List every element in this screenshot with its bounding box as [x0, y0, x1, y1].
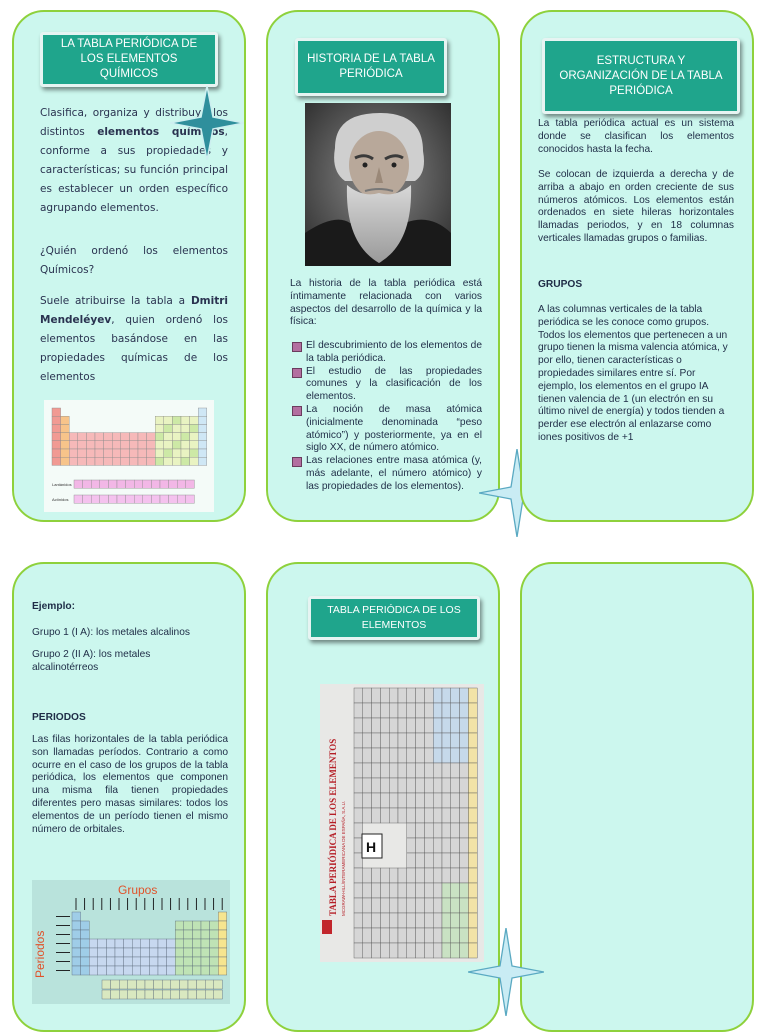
question-text: ¿Quién ordenó los elementos Químicos?: [40, 245, 228, 276]
history-bullet-list: [290, 340, 482, 494]
poster-title: TABLA PERIÓDICA DE LOS ELEMENTOS: [328, 738, 338, 916]
panel-empty: [520, 562, 754, 1032]
panel-history: [266, 10, 500, 522]
example-heading: Ejemplo:: [32, 601, 76, 612]
square-bullet-icon: [292, 368, 302, 378]
groups-heading: GRUPOS: [538, 279, 583, 290]
structure-p1: La tabla periódica actual es un sistema donde se clasifican los elementos conocidos hasta la fecha.: [538, 118, 734, 155]
groups-paragraph: A las columnas verticales de la tabla periódica se les conoce como grupos. Todos los elementos que pertenecen a un grupo tienen la misma valencia atómica, y por ello, tienen características o propiedades similares entre sí. Por ejemplo, los elementos en el grupo IA tienen valencia de 1 (un electrón en su último nivel de energía) y todos tienden a perder ese electrón al enlazarse como iones positivos de +1: [538, 304, 728, 443]
mini-periodic-table-image: [44, 400, 214, 512]
structure-p2: Se colocan de izquierda a derecha y de arriba a abajo en orden creciente de sus números atómicos. Los elementos están ordenados en siete hileras horizontales llamadas periodos, y en 18 columnas verticales llamadas grupos o familias.: [538, 169, 734, 244]
periods-heading: PERIODOS: [32, 712, 86, 723]
star-decoration-icon: [468, 928, 544, 1016]
groups-periods-image: [32, 880, 230, 1004]
panel-intro-title: LA TABLA PERIÓDICA DE LOS ELEMENTOS QUÍMICOS: [40, 32, 218, 87]
poster-symbol: H: [366, 839, 377, 855]
panel-table-title: TABLA PERIÓDICA DE LOS ELEMENTOS: [308, 596, 480, 640]
panel-periods: [12, 562, 246, 1032]
history-bullet-item: La noción de masa atómica (inicialmente denominada “peso atómico”) y posteriormente, ya en el siglo XX, de número atómico.: [290, 404, 482, 455]
star-decoration-icon: [170, 86, 244, 160]
mendeleev-portrait-image: [305, 103, 451, 266]
history-bullet-item: Las relaciones entre masa atómica (y, más adelante, el número atómico) y las propiedades de los elementos).: [290, 455, 482, 493]
history-intro: La historia de la tabla periódica está íntimamente relacionada con varios aspectos del desarrollo de la química y la física:: [290, 278, 482, 328]
history-bullet-item: El descubrimiento de los elementos de la tabla periódica.: [290, 340, 482, 366]
periodic-table-poster-image: [320, 684, 484, 962]
intro-paragraph: Clasifica, organiza y distribuye los distintos elementos químicos, conforme a sus propiedades y características; su función principal es establecer un orden específico agrupando elementos.: [40, 107, 228, 214]
square-bullet-icon: [292, 342, 302, 352]
answer-paragraph: Suele atribuirse la tabla a Dmitri Mendeléyev, quien ordenó los elementos basándose en las propiedades químicas de los elementos: [40, 295, 228, 383]
square-bullet-icon: [292, 457, 302, 467]
lanthanides-label: Lantánidos: [52, 482, 72, 487]
panel-structure: [520, 10, 754, 522]
history-bullet-item: El estudio de las propiedades comunes y la clasificación de los elementos.: [290, 366, 482, 404]
square-bullet-icon: [292, 406, 302, 416]
poster-subtitle: MCGRAW-HILL/INTERAMERICANA DE ESPAÑA, S.A.U.: [341, 800, 346, 916]
panel-structure-title: ESTRUCTURA Y ORGANIZACIÓN DE LA TABLA PERIÓDICA: [542, 38, 740, 114]
actinides-label: Actínidos: [52, 497, 69, 502]
group1-text: Grupo 1 (I A): los metales alcalinos: [32, 627, 190, 638]
panel-history-title: HISTORIA DE LA TABLA PERIÓDICA: [295, 38, 447, 96]
panel-table: [266, 562, 500, 1032]
periods-label: Periodos: [33, 930, 47, 978]
groups-label: Grupos: [118, 883, 158, 897]
periods-paragraph: Las filas horizontales de la tabla periódica son llamadas períodos. Contrario a como ocurre en el caso de los grupos de la tabla periódica, los elementos que componen una misma fila tienen propiedades diferentes pero masas similares: todos los elementos de un período tienen el mismo número de orbitales.: [32, 734, 228, 835]
group2-text: Grupo 2 (II A): los metales alcalinotérreos: [32, 649, 151, 673]
